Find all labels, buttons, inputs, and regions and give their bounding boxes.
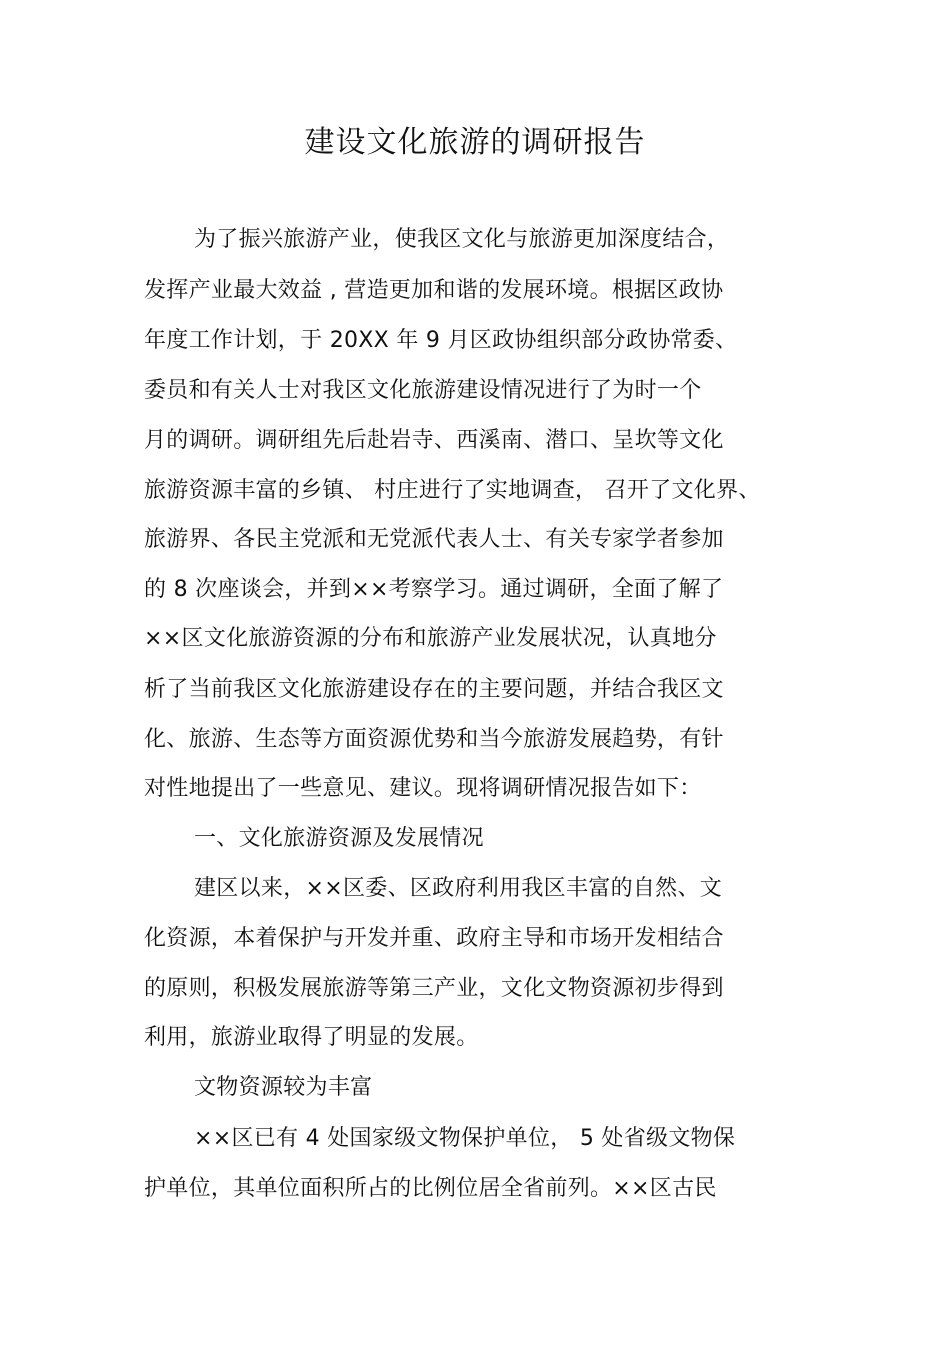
paragraph-line: 发挥产业最大效益 , 营造更加和谐的发展环境。根据区政协 (144, 278, 724, 303)
paragraph-line: 旅游资源丰富的乡镇、 村庄进行了实地调查， 召开了文化界、 (144, 478, 761, 503)
paragraph-line: 的原则，积极发展旅游等第三产业，文化文物资源初步得到 (144, 976, 724, 1001)
paragraph-line: 利用，旅游业取得了明显的发展。 (144, 1025, 479, 1050)
subsection-heading: 文物资源较为丰富 (194, 1075, 373, 1100)
paragraph-line: 对性地提出了一些意见、建议。现将调研情况报告如下： (144, 776, 702, 801)
paragraph-line: 为了振兴旅游产业，使我区文化与旅游更加深度结合， (194, 227, 730, 252)
section-heading: 一、文化旅游资源及发展情况 (194, 826, 484, 851)
paragraph-line: 年度工作计划，于 20XX 年 9 月区政协组织部分政协常委、 (144, 328, 738, 353)
paragraph-line: 月的调研。调研组先后赴岩寺、西溪南、潜口、呈坎等文化 (144, 428, 724, 453)
paragraph-line: 委员和有关人士对我区文化旅游建设情况进行了为时一个 (144, 378, 702, 403)
paragraph-line: ××区已有 4 处国家级文物保护单位， 5 处省级文物保 (194, 1126, 736, 1151)
document-title: 建设文化旅游的调研报告 (304, 125, 646, 160)
paragraph-line: 的 8 次座谈会，并到××考察学习。通过调研，全面了解了 (144, 577, 724, 602)
paragraph-line: 析了当前我区文化旅游建设存在的主要问题，并结合我区文 (144, 677, 724, 702)
paragraph-line: 护单位，其单位面积所占的比例位居全省前列。××区古民 (144, 1176, 717, 1201)
paragraph-line: 化、旅游、生态等方面资源优势和当今旅游发展趋势，有针 (144, 727, 724, 752)
paragraph-line: 建区以来，××区委、区政府利用我区丰富的自然、文 (194, 876, 723, 901)
paragraph-line: 化资源，本着保护与开发并重、政府主导和市场开发相结合 (144, 926, 724, 951)
paragraph-line: 旅游界、各民主党派和无党派代表人士、有关专家学者参加 (144, 527, 724, 552)
paragraph-line: ××区文化旅游资源的分布和旅游产业发展状况，认真地分 (144, 626, 717, 651)
